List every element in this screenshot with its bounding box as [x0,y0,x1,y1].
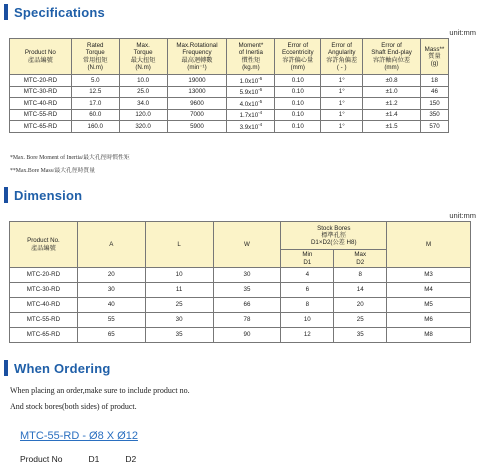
inertia-base: 4.0x10 [239,100,259,108]
table-cell: 25 [145,298,213,313]
table-cell: M6 [387,313,471,328]
ordering-example: MTC-55-RD - Ø8 X Ø12 [20,430,138,442]
spec-col-header-line: Torque [85,49,105,57]
table-cell: M3 [387,268,471,283]
example-label-product: Product No [20,454,63,464]
table-cell: 5.0 [71,75,119,87]
table-cell: 60.0 [71,109,119,121]
dim-col-stock-bores [281,222,387,250]
table-cell: 55 [77,313,145,328]
spec-col-header-line: Error of [381,42,402,50]
spec-col-header-line: of Inertia [238,49,263,57]
table-row [10,121,449,133]
table-cell: 6 [281,283,334,298]
spec-col-header-line: Frequency [182,49,212,57]
spec-col-header-line: 容許角偏差 [326,56,358,64]
table-cell: 0.10 [275,86,321,98]
table-cell: 25.0 [119,86,167,98]
table-cell: 120.0 [119,109,167,121]
spec-col-header [321,39,363,75]
dim-col-product [10,222,78,268]
spec-col-header-line: Moment* [238,42,264,50]
spec-col-header-line: Torque [133,49,153,57]
table-cell: 18 [420,75,448,87]
spec-col-header-line: (N.m) [135,63,151,71]
table-cell: ±0.8 [363,75,421,87]
table-cell: 35 [334,328,387,343]
table-cell: 1° [321,86,363,98]
spec-col-header-line: Eccentricity [281,49,314,57]
table-cell: MTC-20-RD [10,75,72,87]
table-cell: MTC-40-RD [10,98,72,110]
table-cell: 5900 [167,121,227,133]
table-cell: 78 [213,313,281,328]
table-cell: 350 [420,109,448,121]
table-cell: 34.0 [119,98,167,110]
dim-col-min-label: Min [302,251,313,259]
inertia-base: 1.0x10 [239,77,259,85]
spec-col-header-line: Max.Rotational [176,42,218,50]
example-label-d1: D1 [88,454,100,464]
table-row [10,298,471,313]
spec-col-header [363,39,421,75]
table-row [10,109,449,121]
table-row [10,313,471,328]
table-cell: 30 [77,283,145,298]
dim-col-product-en: Product No. [27,237,60,245]
spec-col-header-line: 容許軸向位差 [373,56,411,64]
table-cell: 35 [213,283,281,298]
inertia-exponent: -4 [258,110,263,116]
spec-col-header-line: (N.m) [87,63,103,71]
spec-col-header-line: 容許偏心量 [282,56,314,64]
table-cell: 0.10 [275,75,321,87]
spec-col-header-line: 慣性矩 [241,56,261,64]
table-cell [227,75,275,87]
spec-col-header [275,39,321,75]
dim-col-max-d2: D2 [356,258,365,266]
spec-col-header-line: (g) [430,60,439,68]
spec-col-header-line: Mass** [424,45,445,53]
dim-col-l: L [145,222,213,268]
stock-bores-tolerance: D1×D2(公差 H8) [310,239,357,247]
table-row [10,98,449,110]
ordering-line-2: And stock bores(both sides) of product. [10,402,137,411]
spec-col-header [10,39,72,75]
spec-header-row [10,39,449,75]
table-cell: 160.0 [71,121,119,133]
table-cell: ±1.2 [363,98,421,110]
spec-col-header-line: (kg.m) [242,63,260,71]
table-cell: MTC-65-RD [10,121,72,133]
section-marker [4,360,8,376]
table-row [10,328,471,343]
spec-col-header-line: Angularity [327,49,356,57]
table-cell: ±1.4 [363,109,421,121]
table-row [10,75,449,87]
spec-col-header [420,39,448,75]
table-cell: 1° [321,121,363,133]
stock-bores-zh: 標準孔徑 [321,231,347,239]
specifications-title: Specifications [14,4,105,20]
table-cell [227,109,275,121]
table-cell: 10.0 [119,75,167,87]
inertia-exponent: -5 [258,98,263,104]
dim-col-min [281,250,334,268]
spec-col-header [71,39,119,75]
spec-col-header-line: Error of [331,42,353,50]
inertia-exponent: -6 [258,87,263,93]
table-cell: 14 [334,283,387,298]
table-cell: 570 [420,121,448,133]
table-cell [227,121,275,133]
table-cell: M5 [387,298,471,313]
table-cell: MTC-40-RD [10,298,78,313]
ordering-header [0,358,486,378]
spec-col-header-line: 最大扭矩 [130,56,156,64]
mass-note: **Max.Bore Mass/最大孔徑時質量 [10,168,96,174]
table-cell: 30 [213,268,281,283]
dimension-title: Dimension [14,187,83,203]
table-cell: 150 [420,98,448,110]
table-cell: 4 [281,268,334,283]
table-cell: 66 [213,298,281,313]
dimension-table [9,221,471,343]
table-cell: 30 [145,313,213,328]
section-marker [4,187,8,203]
table-cell: 10 [281,313,334,328]
dim-col-m: M [387,222,471,268]
table-cell: MTC-55-RD [10,313,78,328]
table-cell: ±1.5 [363,121,421,133]
example-label-d2: D2 [125,454,137,464]
stock-bores-en: Stock Bores [317,224,351,232]
spec-col-header-line: (mm) [290,63,305,71]
table-cell: M4 [387,283,471,298]
table-cell: 0.10 [275,109,321,121]
inertia-exponent: -4 [258,121,263,127]
table-row [10,268,471,283]
inertia-base: 3.9x10 [239,123,259,131]
table-cell: MTC-20-RD [10,268,78,283]
spec-col-header-line: (min⁻¹) [187,63,207,71]
spec-col-header [119,39,167,75]
table-cell: 0.10 [275,121,321,133]
table-cell: MTC-65-RD [10,328,78,343]
table-cell: 46 [420,86,448,98]
table-cell: 1° [321,75,363,87]
table-row [10,86,449,98]
table-cell: 12 [281,328,334,343]
dim-col-a: A [77,222,145,268]
table-cell: 35 [145,328,213,343]
inertia-exponent: -6 [258,75,263,81]
dim-col-w: W [213,222,281,268]
spec-col-header-line: 質量 [428,52,441,60]
table-cell [227,98,275,110]
spec-col-header-line: ( - ) [336,63,347,71]
spec-col-header-line: Rated [86,42,104,50]
table-cell: 20 [77,268,145,283]
dim-col-min-d1: D1 [303,258,312,266]
dimension-header [0,185,486,205]
table-cell: 11 [145,283,213,298]
table-cell: 17.0 [71,98,119,110]
spec-col-header-line: 最高迴轉數 [181,56,213,64]
table-cell: 65 [77,328,145,343]
spec-col-header-line: Max. [136,42,150,50]
spec-col-header-line: 產品編號 [28,56,53,64]
table-cell: 40 [77,298,145,313]
table-cell [227,86,275,98]
table-cell: 9600 [167,98,227,110]
table-cell: 19000 [167,75,227,87]
table-cell: 7000 [167,109,227,121]
table-cell: ±1.0 [363,86,421,98]
table-cell: M8 [387,328,471,343]
specifications-table [9,38,449,133]
table-cell: 320.0 [119,121,167,133]
spec-col-header-line: Shaft End-play [371,49,412,57]
table-cell: 13000 [167,86,227,98]
spec-col-header [167,39,227,75]
table-row [10,283,471,298]
dim-col-max [334,250,387,268]
table-cell: 12.5 [71,86,119,98]
dim-col-max-label: Max [354,251,367,259]
table-cell: 8 [334,268,387,283]
spec-col-header-line: 常用扭矩 [82,56,108,64]
spec-col-header-line: (mm) [384,63,399,71]
ordering-line-1: When placing an order,make sure to include product no. [10,386,190,395]
table-cell: MTC-55-RD [10,109,72,121]
table-cell: 10 [145,268,213,283]
table-cell: 1° [321,109,363,121]
inertia-note: *Max. Bore Moment of Inertia/最大孔徑時慣性矩 [10,155,130,161]
spec-unit-label: unit:mm [449,28,476,37]
section-marker [4,4,8,20]
table-cell: 25 [334,313,387,328]
spec-col-header [227,39,275,75]
inertia-base: 5.9x10 [239,89,259,97]
table-cell: 0.10 [275,98,321,110]
table-cell: 90 [213,328,281,343]
ordering-example-labels [20,454,162,464]
spec-col-header-line: Error of [287,42,309,50]
dim-col-product-zh: 產品編號 [31,244,56,252]
table-cell: 1° [321,98,363,110]
inertia-base: 1.7x10 [239,112,259,120]
ordering-title: When Ordering [14,360,111,376]
specifications-header [0,2,486,22]
table-cell: MTC-30-RD [10,283,78,298]
spec-col-header-line: Product No [24,49,56,57]
table-cell: MTC-30-RD [10,86,72,98]
table-cell: 8 [281,298,334,313]
dim-unit-label: unit:mm [449,211,476,220]
table-cell: 20 [334,298,387,313]
